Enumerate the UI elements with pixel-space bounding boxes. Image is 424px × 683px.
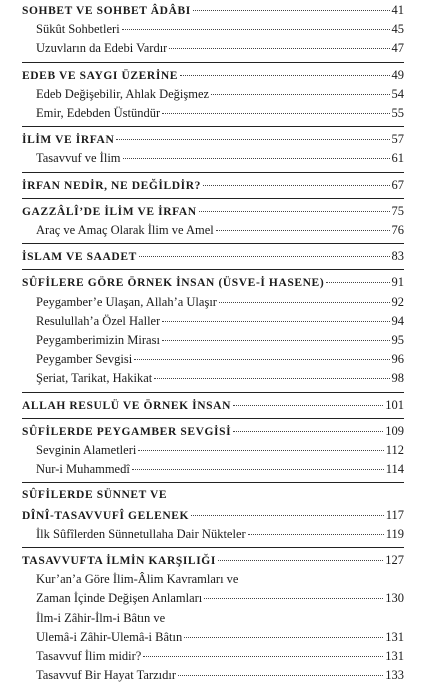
toc-page-number: 119	[385, 526, 404, 541]
section-divider	[22, 243, 404, 244]
dot-leader	[162, 340, 390, 341]
dot-leader	[211, 94, 389, 95]
toc-entry-title: Peygamber’e Ulaşan, Allah’a Ulaşır	[36, 294, 217, 309]
toc-entry-title: Tasavvuf Bir Hayat Tarzıdır	[36, 668, 176, 683]
toc-page-number: 114	[385, 462, 404, 477]
dot-leader	[191, 515, 384, 516]
dot-leader	[162, 113, 389, 114]
toc-page-number: 94	[391, 313, 404, 328]
dot-leader	[233, 431, 383, 432]
toc-entry-title: SÛFİLERE GÖRE ÖRNEK İNSAN (ÜSVE-İ HASENE)	[22, 277, 325, 290]
toc-page-number: 98	[391, 371, 404, 386]
toc-page-number: 112	[385, 443, 404, 457]
toc-page-number: 92	[391, 294, 404, 309]
toc-entry-title: İlk Sûfîlerden Sünnetullaha Dair Nükteler	[36, 526, 246, 541]
toc-entry-title: GAZZÂLÎ’DE İLİM VE İRFAN	[22, 205, 197, 218]
toc-entry-title: Emir, Edebden Üstündür	[36, 106, 161, 120]
toc-page-number: 133	[385, 668, 404, 683]
dot-leader	[116, 139, 389, 140]
toc-page-number: 101	[385, 397, 404, 412]
section-divider	[22, 126, 404, 127]
toc-entry-title: İLİM VE İRFAN	[22, 134, 115, 147]
toc-page-number: 75	[391, 203, 404, 218]
dot-leader	[139, 256, 390, 257]
toc-page-number: 41	[391, 3, 404, 17]
dot-leader	[178, 675, 383, 676]
toc-page-number: 96	[391, 352, 404, 367]
dot-leader	[169, 48, 389, 49]
dot-leader	[199, 211, 390, 212]
toc-page-number: 130	[385, 591, 404, 606]
toc-page-number: 76	[391, 223, 404, 237]
dot-leader	[138, 450, 383, 451]
toc-page-number: 83	[391, 249, 404, 264]
dot-leader	[134, 359, 389, 360]
toc-entry-title: Tasavvuf ve İlim	[36, 151, 121, 166]
dot-leader	[204, 598, 383, 599]
dot-leader	[122, 29, 390, 30]
section-divider	[22, 418, 404, 419]
toc-entry-title: İSLAM VE SAADET	[22, 251, 137, 264]
section-divider	[22, 547, 404, 548]
toc-entry-title: Sükût Sohbetleri	[36, 22, 120, 37]
toc-entry-title: Uzuvların da Edebi Vardır	[36, 41, 168, 56]
dot-leader	[180, 75, 389, 76]
toc-entry-title: Şeriat, Tarikat, Hakikat	[36, 371, 153, 386]
toc-entry-title: Resulullah’a Özel Haller	[36, 313, 161, 328]
toc-page-number: 109	[385, 423, 404, 438]
toc-page-number: 131	[385, 649, 404, 663]
toc-page-number: 127	[385, 553, 404, 567]
toc-page-number: 54	[391, 86, 404, 101]
dot-leader	[162, 321, 389, 322]
section-divider	[22, 62, 404, 63]
dot-leader	[248, 534, 384, 535]
toc-entry-title: Edeb Değişebilir, Ahlak Değişmez	[36, 86, 210, 101]
toc-page-number: 91	[391, 275, 404, 290]
dot-leader	[216, 230, 390, 231]
toc-page-number: 131	[385, 629, 404, 644]
toc-entry-title: Ulemâ-i Zâhir-Ulemâ-i Bâtın	[36, 629, 183, 644]
toc-entry-title: Zaman İçinde Değişen Anlamları	[36, 591, 203, 606]
dot-leader	[143, 656, 383, 657]
toc-page-number: 55	[391, 106, 404, 120]
dot-leader	[326, 282, 389, 283]
toc-entry-title: DÎNÎ-TASAVVUFÎ GELENEK	[22, 509, 190, 522]
dot-leader	[233, 405, 383, 406]
toc-entry-title: ALLAH RESULÜ VE ÖRNEK İNSAN	[22, 399, 231, 412]
toc-page-number: 67	[391, 177, 404, 192]
toc-page-number: 57	[391, 132, 404, 147]
toc-entry-title: Tasavvuf İlim midir?	[36, 649, 142, 663]
toc-entry-title: SÛFİLERDE SÜNNET VE	[22, 489, 168, 502]
toc-entry-title: İlm-i Zâhir-İlm-i Bâtın ve	[36, 610, 166, 625]
toc-entry-title: Araç ve Amaç Olarak İlim ve Amel	[36, 223, 214, 237]
dot-leader	[132, 469, 384, 470]
dot-leader	[184, 637, 383, 638]
toc-page-number: 117	[385, 507, 404, 522]
section-divider	[22, 269, 404, 270]
section-divider	[22, 482, 404, 483]
toc-page-number: 95	[391, 333, 404, 347]
toc-entry-title: TASAVVUFTA İLMİN KARŞILIĞI	[22, 555, 216, 567]
toc-entry-title: Peygamberimizin Mirası	[36, 333, 160, 347]
toc-entry-title: EDEB VE SAYGI ÜZERİNE	[22, 69, 179, 82]
dot-leader	[219, 302, 390, 303]
toc-entry-title: Sevginin Alametleri	[36, 443, 137, 457]
section-divider	[22, 172, 404, 173]
toc-entry-title: Kur’an’a Göre İlim-Âlim Kavramları ve	[36, 572, 239, 587]
section-divider	[22, 392, 404, 393]
toc-entry-title: SÛFİLERDE PEYGAMBER SEVGİSİ	[22, 425, 232, 438]
toc-entry-title: SOHBET VE SOHBET ÂDÂBI	[22, 5, 191, 17]
dot-leader	[154, 378, 389, 379]
toc-page-number: 61	[391, 151, 404, 166]
dot-leader	[203, 185, 390, 186]
dot-leader	[123, 158, 390, 159]
toc-page-number: 45	[391, 22, 404, 37]
dot-leader	[193, 10, 390, 11]
dot-leader	[218, 560, 383, 561]
toc-page-number: 47	[391, 41, 404, 56]
toc-entry-title: İRFAN NEDİR, NE DEĞİLDİR?	[22, 179, 201, 192]
toc-page-number: 49	[391, 67, 404, 82]
toc-entry-title: Nur-i Muhammedî	[36, 462, 130, 477]
toc-entry-title: Peygamber Sevgisi	[36, 352, 133, 367]
section-divider	[22, 198, 404, 199]
